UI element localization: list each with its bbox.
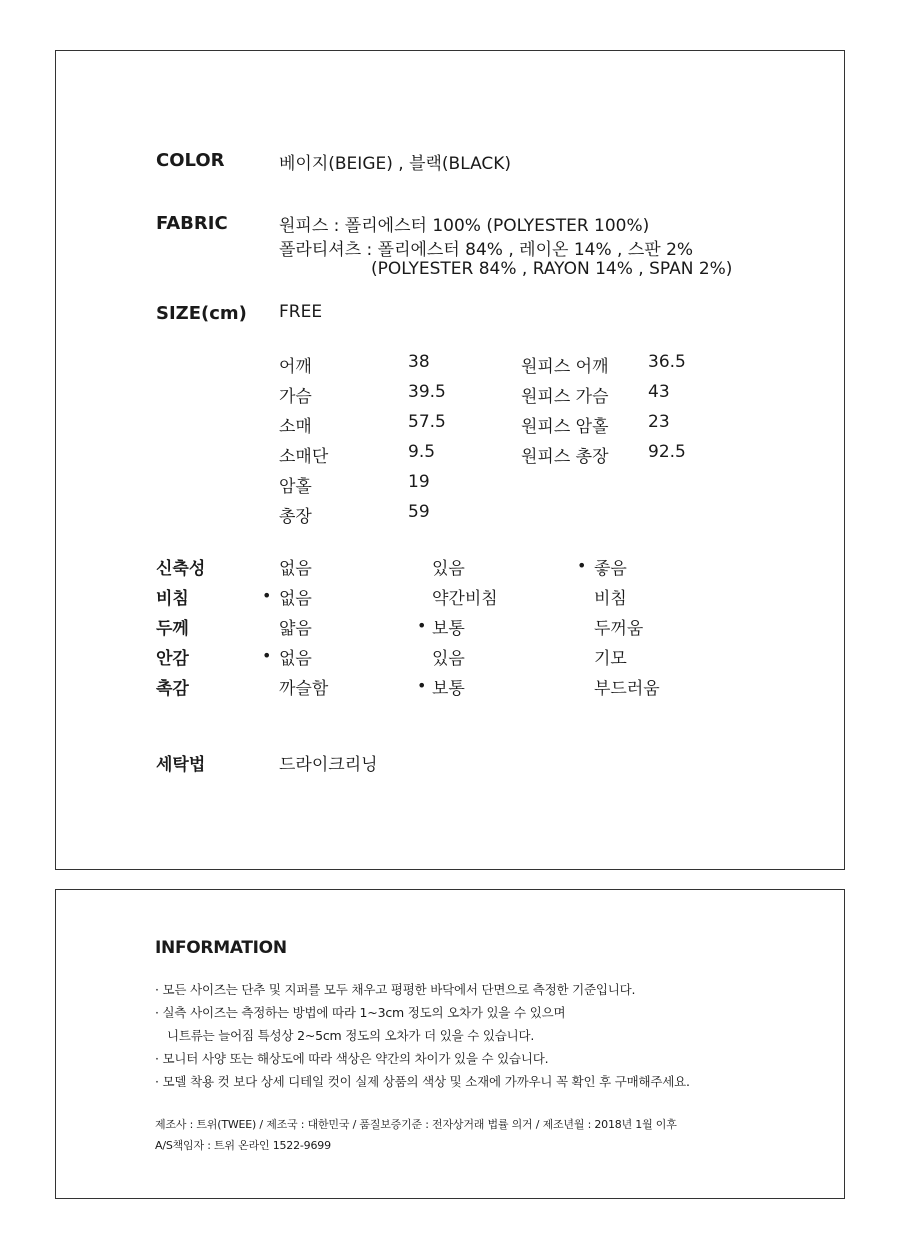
- size-measure: 39.5: [408, 382, 446, 402]
- size-name: 원피스 가슴: [521, 387, 609, 407]
- property-option-selected: 없음: [279, 589, 312, 609]
- property-option: 기모: [594, 649, 627, 669]
- color-value: 베이지(BEIGE) , 블랙(BLACK): [279, 154, 512, 174]
- fabric-line-2: 폴라티셔츠 : 폴리에스터 84% , 레이온 14% , 스판 2%: [279, 240, 694, 260]
- manufacturer-info: 제조사 : 트위(TWEE) / 제조국 : 대한민국 / 품질보증기준 : 전자상거래 법률 의거 / 제조년월 : 2018년 1월 이후: [155, 1118, 677, 1131]
- property-option: 비침: [594, 589, 627, 609]
- size-name: 가슴: [279, 387, 312, 407]
- property-option: 있음: [432, 559, 465, 579]
- size-measure: 38: [408, 352, 430, 372]
- size-name: 총장: [279, 507, 312, 527]
- size-measure: 19: [408, 472, 430, 492]
- size-value: FREE: [279, 302, 323, 322]
- fabric-line-1: 원피스 : 폴리에스터 100% (POLYESTER 100%): [279, 216, 650, 236]
- fabric-label: FABRIC: [156, 213, 228, 234]
- property-label-thickness: 두께: [156, 619, 189, 639]
- size-name: 소매단: [279, 447, 329, 467]
- size-name: 암홀: [279, 477, 312, 497]
- size-measure: 57.5: [408, 412, 446, 432]
- property-option: 약간비침: [432, 589, 498, 609]
- selected-bullet-icon: •: [262, 646, 272, 665]
- property-option-selected: 없음: [279, 649, 312, 669]
- size-name: 원피스 총장: [521, 447, 609, 467]
- size-label: SIZE(cm): [156, 303, 247, 324]
- washing-label: 세탁법: [156, 755, 206, 775]
- property-option: 두꺼움: [594, 619, 644, 639]
- property-label-texture: 촉감: [156, 679, 189, 699]
- size-name: 소매: [279, 417, 312, 437]
- info-note: 니트류는 늘어짐 특성상 2~5cm 정도의 오차가 더 있을 수 있습니다.: [167, 1028, 535, 1043]
- washing-value: 드라이크리닝: [279, 755, 378, 775]
- information-title: INFORMATION: [155, 938, 287, 958]
- size-measure: 23: [648, 412, 670, 432]
- size-name: 어깨: [279, 357, 312, 377]
- info-note: · 모든 사이즈는 단추 및 지퍼를 모두 채우고 평평한 바닥에서 단면으로 측정한 기준입니다.: [155, 982, 636, 997]
- information-panel: [55, 889, 845, 1199]
- property-label-sheerness: 비침: [156, 589, 189, 609]
- property-label-lining: 안감: [156, 649, 189, 669]
- size-name: 원피스 어깨: [521, 357, 609, 377]
- property-option: 얇음: [279, 619, 312, 639]
- info-note: · 모니터 사양 또는 해상도에 따라 색상은 약간의 차이가 있을 수 있습니다.: [155, 1051, 549, 1066]
- selected-bullet-icon: •: [417, 616, 427, 635]
- property-option: 까슬함: [279, 679, 329, 699]
- property-option: 없음: [279, 559, 312, 579]
- info-note: · 모델 착용 컷 보다 상세 디테일 컷이 실제 상품의 색상 및 소재에 가까우니 꼭 확인 후 구매해주세요.: [155, 1074, 690, 1089]
- as-contact-info: A/S책임자 : 트위 온라인 1522-9699: [155, 1139, 331, 1152]
- property-option-selected: 보통: [432, 619, 465, 639]
- size-measure: 92.5: [648, 442, 686, 462]
- selected-bullet-icon: •: [577, 556, 587, 575]
- size-measure: 36.5: [648, 352, 686, 372]
- selected-bullet-icon: •: [262, 586, 272, 605]
- size-name: 원피스 암홀: [521, 417, 609, 437]
- info-note: · 실측 사이즈는 측정하는 방법에 따라 1~3cm 정도의 오차가 있을 수 있으며: [155, 1005, 566, 1020]
- size-measure: 43: [648, 382, 670, 402]
- property-option-selected: 좋음: [594, 559, 627, 579]
- property-option: 부드러움: [594, 679, 660, 699]
- color-label: COLOR: [156, 150, 225, 171]
- property-label-elasticity: 신축성: [156, 559, 206, 579]
- size-measure: 9.5: [408, 442, 436, 462]
- product-spec-panel: [55, 50, 845, 870]
- fabric-line-3: (POLYESTER 84% , RAYON 14% , SPAN 2%): [371, 259, 733, 279]
- size-measure: 59: [408, 502, 430, 522]
- property-option-selected: 보통: [432, 679, 465, 699]
- property-option: 있음: [432, 649, 465, 669]
- selected-bullet-icon: •: [417, 676, 427, 695]
